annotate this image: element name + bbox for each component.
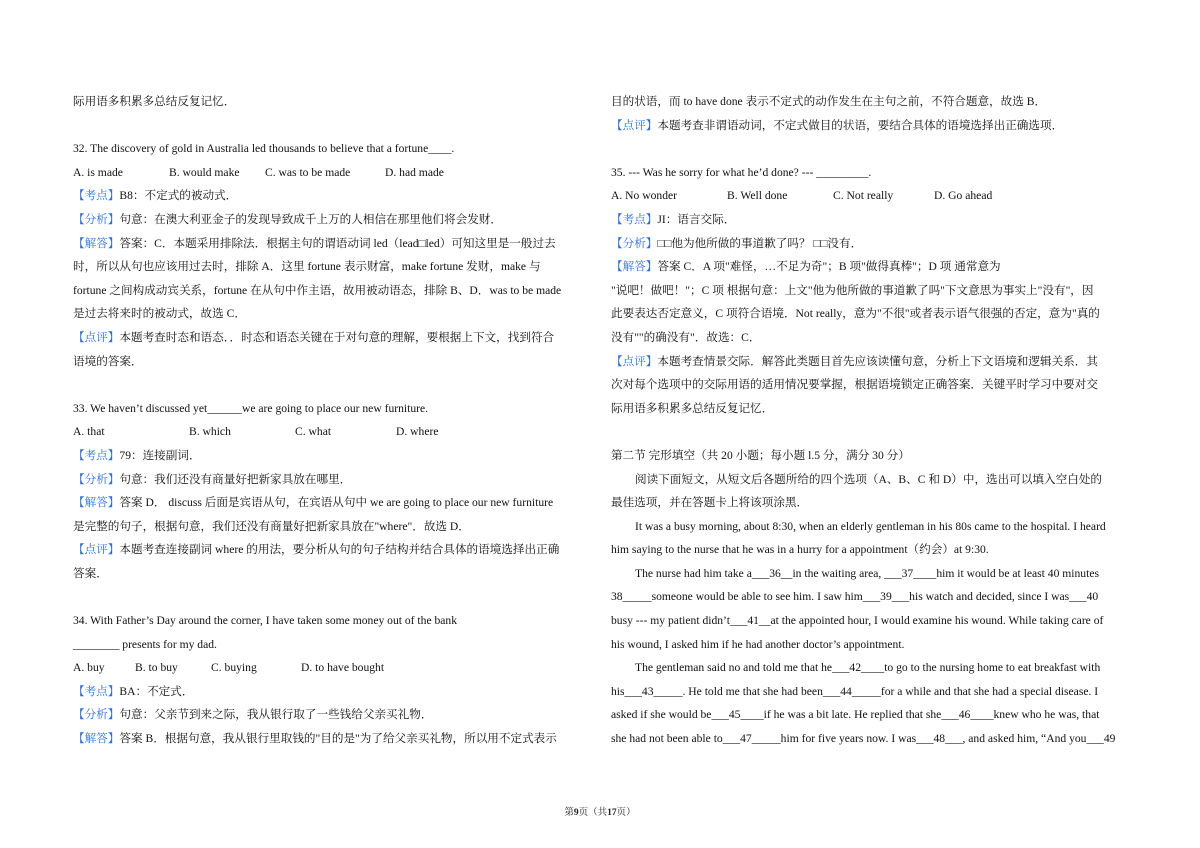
passage-line: busy --- my patient didn’t___41__at the appointed hour, I would examine his wound. While taking care of [611,614,1104,628]
fenxi-text: □□他为他所做的事道歉了吗？ □□没有． [657,236,863,250]
dianping-text: 本题考查情景交际．解答此类题目首先应该读懂句意，分析上下文语境和逻辑关系．其 [657,354,1098,368]
option-d: D. to have bought [301,661,385,675]
text-line: "说吧！做吧！"；C 项 根据句意：上文"他为他所做的事道歉了吗"下文意思为事实上"没有"，因 [611,283,1094,297]
text-line: 际用语多积累多总结反复记忆． [73,95,236,108]
text-line: 时，所以从句也应该用过去时，排除 A．这里 fortune 表示财富，make fortune 发财，make 与 [73,260,541,274]
jieda-line [73,727,593,751]
option-b: B. which [189,425,231,439]
fenxi-text: 句意：在澳大利亚金子的发现导致成千上万的人相信在那里他们将会发财． [119,212,502,226]
kaodian-line [73,680,593,704]
option-c: C. Not really [833,189,894,203]
fenxi-line [73,703,593,727]
question-34-stem: 34. With Father’s Day around the corner, I have taken some money out of the bank [73,614,458,628]
left-column [73,90,593,751]
passage-line: asked if she would be___45____if he was a bit late. He replied that she___46____knew who he was, that [611,708,1100,722]
jieda-tag: 【解答】 [73,732,120,746]
kaodian-line [73,444,593,468]
option-c: C. was to be made [265,165,351,179]
page-footer [0,804,1200,818]
passage-line: The gentleman said no and told me that he___42____to go to the nursing home to eat breakfast with [635,661,1101,675]
passage-line: his wound, I asked him if he had another doctor’s appointment. [611,637,905,651]
fenxi-tag: 【分析】 [73,708,120,722]
fenxi-tag: 【分析】 [73,472,120,486]
question-35-stem: 35. --- Was he sorry for what he’d done? --- _________. [611,165,872,179]
jieda-text: 答案 C．A 项"难怪，…不足为奇"；B 项"做得真棒"；D 项 通常意为 [657,260,1001,274]
section-heading: 第二节 完形填空（共 20 小题；每小题 l.5 分，满分 30 分） [611,448,910,462]
option-d: D. had made [385,165,444,179]
jieda-line [73,232,593,256]
option-a: A. that [73,425,105,439]
dianping-tag: 【点评】 [73,543,120,557]
text-line: 答案． [73,566,108,580]
dianping-line [611,114,1131,138]
question-34-stem-cont: ________ presents for my dad. [73,637,217,651]
jieda-text: 答案：C．本题采用排除法．根据主句的谓语动词 led（lead□led）可知这里是一般过去 [119,236,556,250]
text-line: 语境的答案． [73,354,143,368]
fenxi-line [73,468,593,492]
passage-line: It was a busy morning, about 8:30, when an elderly gentleman in his 80s came to the hospital. I heard [635,519,1106,533]
kaodian-tag: 【考点】 [73,684,120,698]
jieda-tag: 【解答】 [73,236,120,250]
jieda-line [611,255,1131,279]
option-b: B. to buy [135,661,178,675]
footer-prefix: 第 [564,808,574,818]
dianping-tag: 【点评】 [611,354,658,368]
jieda-text: 答案 D． discuss 后面是宾语从句，在宾语从句中 we are going to place our new furniture [119,496,554,510]
fenxi-tag: 【分析】 [611,236,658,250]
dianping-line [611,350,1131,374]
kaodian-text: BA：不定式． [119,684,194,698]
text-line: 次对每个选项中的交际用语的适用情况要掌握，根据语境锁定正确答案．关键平时学习中要对交 [611,378,1098,392]
option-b: B. would make [169,165,240,179]
right-column [611,90,1131,751]
dianping-line [73,326,593,350]
fenxi-tag: 【分析】 [73,212,120,226]
kaodian-line [611,208,1131,232]
kaodian-text: JI：语言交际． [657,212,736,226]
jieda-tag: 【解答】 [73,496,120,510]
option-a: A. buy [73,661,105,675]
option-b: B. Well done [727,189,788,203]
question-33-stem: 33. We haven’t discussed yet______we are going to place our new furniture. [73,401,429,415]
text-line: 没有""的确没有"．故选：C． [611,330,761,344]
footer-suffix: 页） [616,808,636,818]
kaodian-text: 79：连接副词． [119,448,201,462]
footer-mid: 页（共 [578,808,608,818]
question-34-options [73,656,593,680]
jieda-tag: 【解答】 [611,260,658,274]
section-instructions: 阅读下面短文，从短文后各题所给的四个选项（A、B、C 和 D）中，选出可以填入空白处的 [635,472,1102,486]
text-line: 最佳选项，并在答题卡上将该项涂黑． [611,496,809,510]
dianping-text: 本题考查时态和语态．．时态和语态关键在于对句意的理解，要根据上下文，找到符合 [119,330,555,344]
kaodian-tag: 【考点】 [73,448,120,462]
text-line: 是过去将来时的被动式，故选 C． [73,307,246,321]
kaodian-text: B8：不定式的被动式． [119,189,238,203]
jieda-text: 答案 B．根据句意，我从银行里取钱的"目的是"为了给父亲买礼物，所以用不定式表示 [119,732,557,746]
text-line: 际用语多积累多总结反复记忆． [611,401,774,415]
option-c: C. what [295,425,332,439]
dianping-text: 本题考查连接副词 where 的用法，要分析从句的句子结构并结合具体的语境选择出正确 [119,543,560,557]
dianping-line [73,538,593,562]
option-d: D. where [396,425,439,439]
option-a: A. is made [73,165,123,179]
question-35-options [611,184,1131,208]
passage-line: his___43_____. He told me that she had been___44_____for a while and that she had a special disease. I [611,684,1099,698]
question-32-stem: 32. The discovery of gold in Australia led thousands to believe that a fortune____. [73,142,455,156]
text-line: fortune 之间构成动宾关系，fortune 在从句中作主语，故用被动语态，排除 B、D．was to be made [73,283,562,297]
text-line: 此要表达否定意义，C 项符合语境．Not really，意为"不很"或者表示语气很强的否定，意为"真的 [611,307,1100,321]
page-number: 9 [573,808,579,818]
page-total: 17 [607,808,617,818]
question-32-options [73,161,593,185]
dianping-tag: 【点评】 [611,118,658,132]
question-33-options [73,420,593,444]
text-line: 目的状语，而 to have done 表示不定式的动作发生在主句之前，不符合题意，故选 B． [611,95,1047,108]
text-line: 是完整的句子，根据句意，我们还没有商量好把新家具放在"where"．故选 D． [73,519,470,533]
passage-line: him saying to the nurse that he was in a hurry for a appointment（约会）at 9:30. [611,543,989,557]
passage-line: 38_____someone would be able to see him. I saw him___39___his watch and decided, since I was___40 [611,590,1099,604]
kaodian-tag: 【考点】 [611,212,658,226]
option-d: D. Go ahead [934,189,993,203]
kaodian-line [73,184,593,208]
passage-line: The nurse had him take a___36__in the waiting area, ___37____him it would be at least 40 minutes [635,566,1099,580]
fenxi-line [611,232,1131,256]
option-a: A. No wonder [611,189,678,203]
kaodian-tag: 【考点】 [73,189,120,203]
fenxi-line [73,208,593,232]
fenxi-text: 句意：父亲节到来之际，我从银行取了一些钱给父亲买礼物． [119,708,433,722]
jieda-line [73,491,593,515]
dianping-text: 本题考查非谓语动词，不定式做目的状语，要结合具体的语境选择出正确选项． [657,118,1064,132]
option-c: C. buying [211,661,257,675]
fenxi-text: 句意：我们还没有商量好把新家具放在哪里． [119,472,352,486]
dianping-tag: 【点评】 [73,330,120,344]
passage-line: she had not been able to___47_____him for five years now. I was___48___, and asked him, “And you___49 [611,732,1116,746]
